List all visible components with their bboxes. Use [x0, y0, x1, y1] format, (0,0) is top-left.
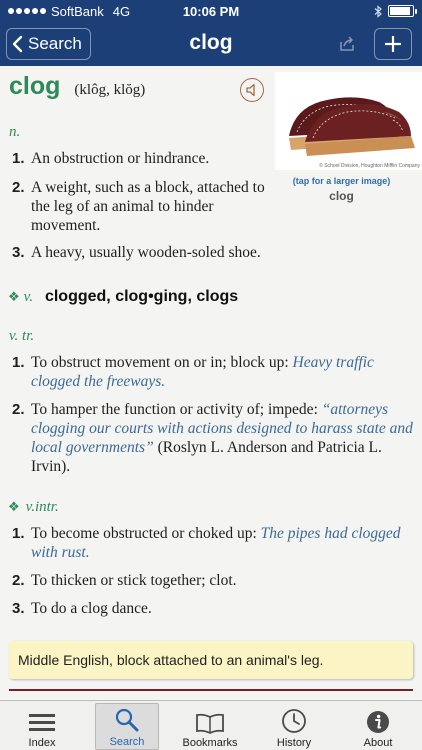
share-icon[interactable]: [338, 35, 356, 53]
tab-bar: [0, 700, 422, 750]
illustration-image[interactable]: [275, 72, 422, 170]
status-bar: [0, 0, 422, 22]
usage-example: Heavy traffic clogged the freeways.: [31, 354, 374, 390]
definition-text: A heavy, usually wooden-soled shoe.: [31, 244, 261, 261]
definition-text: An obstruction or hindrance.: [31, 150, 210, 167]
definition-item: [12, 400, 417, 476]
tab-about[interactable]: [346, 703, 410, 750]
part-of-speech-intransitive: v.intr.: [25, 499, 59, 515]
pronunciation: (klôg, klŏg): [74, 82, 146, 98]
inflection-forms: [45, 288, 238, 306]
definition-item: [12, 571, 417, 590]
battery-icon: [388, 5, 414, 17]
definition-item: [12, 599, 417, 618]
verb-inflections: [8, 288, 238, 306]
etymology-note: Middle English, block attached to an animal's leg.: [9, 641, 413, 679]
definition-number: 2.: [12, 179, 25, 196]
part-of-speech-intransitive-row: [8, 499, 59, 516]
part-of-speech-noun: n.: [9, 124, 21, 140]
usage-example: “attorneys clogging our courts with actions designed to harass state and local governments”: [31, 401, 413, 456]
part-of-speech-transitive: v. tr.: [9, 328, 35, 344]
tab-label: Search: [109, 736, 145, 748]
definition-number: 1.: [12, 525, 25, 542]
bluetooth-icon: [374, 5, 383, 18]
image-caption: clog: [329, 189, 354, 203]
definition-item: [12, 524, 417, 562]
tab-label: Bookmarks: [182, 737, 238, 749]
plus-icon: [383, 34, 403, 54]
back-button-label: Search: [28, 34, 82, 53]
definition-number: 1.: [12, 150, 25, 167]
definition-item: [12, 353, 417, 391]
info-icon: [366, 710, 390, 734]
entry-content[interactable]: [0, 66, 422, 700]
inflection-separator: ,: [187, 288, 197, 305]
diamond-icon: ❖: [8, 500, 20, 515]
part-of-speech-verb: v.: [23, 289, 33, 305]
clog-shoe-image: [275, 72, 422, 162]
index-icon: [28, 712, 56, 734]
definition-item: [12, 149, 274, 168]
image-credit: © School Division, Houghton Mifflin Company: [319, 163, 420, 169]
inflection-separator: ,: [106, 288, 116, 305]
tab-label: Index: [28, 737, 56, 749]
headword-row: [9, 72, 145, 101]
definition-number: 1.: [12, 354, 25, 371]
definition-item: [12, 243, 412, 262]
definition-text: To do a clog dance.: [31, 600, 152, 617]
larger-image-link[interactable]: (tap for a larger image): [292, 176, 391, 186]
definition-number: 2.: [12, 401, 25, 418]
status-left: [8, 4, 130, 19]
status-right: [374, 5, 414, 18]
definition-text: To thicken or stick together; clot.: [31, 572, 237, 589]
definition-text: To hamper the function or activity of; impede:: [31, 401, 322, 418]
headword: clog: [9, 72, 61, 100]
section-divider: [9, 689, 413, 691]
definition-number: 3.: [12, 600, 25, 617]
audio-pronunciation-button[interactable]: [240, 78, 264, 102]
nav-bar: [0, 22, 422, 66]
tab-search[interactable]: [95, 703, 159, 750]
tab-history[interactable]: [262, 703, 326, 750]
inflection-third-person: clogs: [196, 288, 239, 305]
carrier-name: SoftBank: [51, 3, 104, 19]
book-icon: [195, 712, 225, 734]
add-bookmark-button[interactable]: [374, 28, 412, 60]
quotation-source: (Roslyn L. Anderson and Patricia L. Irvin).: [31, 439, 382, 475]
tab-bookmarks[interactable]: [178, 703, 242, 750]
diamond-icon: ❖: [8, 290, 20, 305]
signal-strength-icon: [8, 8, 46, 14]
speaker-icon: [245, 83, 259, 97]
usage-example: The pipes had clogged with rust.: [31, 525, 401, 561]
definition-number: 3.: [12, 244, 25, 261]
definition-number: 2.: [12, 572, 25, 589]
network-type: 4G: [112, 3, 131, 19]
inflection-past: clogged: [44, 288, 107, 305]
definition-text: To become obstructed or choked up:: [31, 525, 261, 542]
page-title: clog: [189, 31, 233, 54]
definition-text: A weight, such as a block, attached to the leg of an animal to hinder movement.: [31, 179, 265, 234]
status-time: 10:06 PM: [182, 3, 240, 19]
inflection-present-participle: clog•ging: [115, 288, 188, 305]
definition-item: [12, 178, 274, 235]
definition-text: To obstruct movement on or in; block up:: [31, 354, 293, 371]
tab-index[interactable]: [10, 703, 74, 750]
tab-label: History: [276, 737, 312, 749]
clock-icon: [281, 708, 307, 734]
search-icon: [114, 707, 140, 733]
tab-label: About: [363, 737, 393, 749]
